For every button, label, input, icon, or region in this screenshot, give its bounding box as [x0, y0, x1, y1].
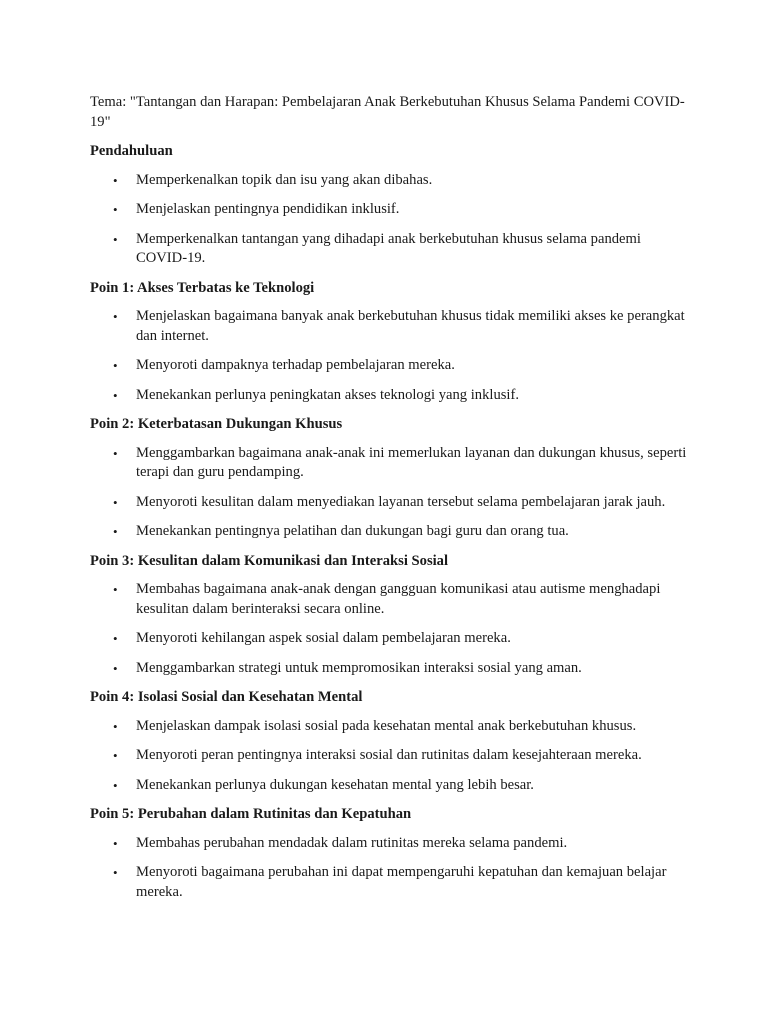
- section-heading: Pendahuluan: [90, 143, 173, 159]
- bullet-list: [90, 444, 690, 542]
- list-item: [90, 629, 690, 649]
- list-item-text: Menyoroti bagaimana perubahan ini dapat mempengaruhi kepatuhan dan kemajuan belajar mereka.: [136, 864, 667, 900]
- list-item: [90, 230, 690, 269]
- bullet-icon: •: [113, 582, 118, 597]
- bullet-icon: •: [113, 172, 118, 188]
- section-poin-2: [90, 415, 690, 542]
- list-item: [90, 863, 690, 902]
- list-item: [90, 307, 690, 346]
- list-item-text: Menekankan perlunya dukungan kesehatan mental yang lebih besar.: [136, 776, 534, 793]
- list-item: [90, 386, 690, 406]
- list-item: [90, 356, 690, 376]
- section-heading: Poin 2: Keterbatasan Dukungan Khusus: [90, 416, 343, 432]
- bullet-icon: •: [113, 494, 118, 510]
- list-item-text: Menekankan perlunya peningkatan akses teknologi yang inklusif.: [136, 386, 519, 403]
- bullet-icon: •: [113, 631, 118, 646]
- list-item-text: Menekankan pentingnya pelatihan dan dukungan bagi guru dan orang tua.: [136, 523, 569, 539]
- list-item-text: Menjelaskan bagaimana banyak anak berkebutuhan khusus tidak memiliki akses ke perangkat dan internet.: [136, 308, 685, 344]
- list-item-text: Membahas bagaimana anak-anak dengan gangguan komunikasi atau autisme menghadapi kesulitan dalam berinteraksi secara online.: [136, 581, 661, 617]
- list-item-text: Memperkenalkan topik dan isu yang akan dibahas.: [136, 171, 433, 188]
- bullet-list: [90, 171, 690, 269]
- section-poin-5: [90, 805, 690, 902]
- list-item-text: Menggambarkan strategi untuk mempromosikan interaksi sosial yang aman.: [136, 659, 582, 676]
- list-item: [90, 776, 690, 796]
- bullet-icon: •: [113, 358, 118, 373]
- bullet-icon: •: [113, 524, 118, 539]
- section-poin-3: [90, 552, 690, 679]
- bullet-icon: •: [113, 202, 118, 217]
- bullet-icon: •: [113, 865, 118, 880]
- bullet-icon: •: [113, 748, 118, 763]
- list-item-text: Menggambarkan bagaimana anak-anak ini memerlukan layanan dan dukungan khusus, seperti terapi dan guru pendamping.: [136, 444, 687, 480]
- bullet-icon: •: [113, 309, 118, 324]
- bullet-list: [90, 834, 690, 903]
- bullet-icon: •: [113, 231, 118, 247]
- document-page: [90, 93, 690, 912]
- list-item: [90, 444, 690, 483]
- list-item: [90, 746, 690, 766]
- list-item-text: Menyoroti dampaknya terhadap pembelajaran mereka.: [136, 357, 455, 373]
- list-item: [90, 493, 690, 513]
- list-item: [90, 834, 690, 854]
- section-heading: Poin 1: Akses Terbatas ke Teknologi: [90, 279, 315, 296]
- list-item-text: Membahas perubahan mendadak dalam rutinitas mereka selama pandemi.: [136, 834, 568, 851]
- list-item-text: Menyoroti kehilangan aspek sosial dalam pembelajaran mereka.: [136, 630, 511, 646]
- bullet-icon: •: [113, 835, 118, 851]
- bullet-icon: •: [113, 660, 118, 676]
- section-pendahuluan: [90, 142, 690, 269]
- bullet-list: [90, 580, 690, 678]
- section-heading: Poin 3: Kesulitan dalam Komunikasi dan Interaksi Sosial: [90, 552, 449, 569]
- bullet-list: [90, 307, 690, 405]
- section-heading: Poin 5: Perubahan dalam Rutinitas dan Kepatuhan: [90, 806, 412, 822]
- list-item-text: Menyoroti peran pentingnya interaksi sosial dan rutinitas dalam kesejahteraan mereka.: [136, 747, 642, 763]
- list-item-text: Menyoroti kesulitan dalam menyediakan layanan tersebut selama pembelajaran jarak jauh.: [136, 493, 666, 510]
- list-item-text: Memperkenalkan tantangan yang dihadapi anak berkebutuhan khusus selama pandemi COVID-19.: [136, 230, 641, 266]
- bullet-icon: •: [113, 777, 118, 793]
- section-poin-4: [90, 688, 690, 795]
- list-item-text: Menjelaskan pentingnya pendidikan inklusif.: [136, 201, 400, 217]
- section-poin-1: [90, 279, 690, 406]
- bullet-icon: •: [113, 445, 118, 461]
- bullet-icon: •: [113, 718, 118, 734]
- list-item: [90, 580, 690, 619]
- list-item: [90, 522, 690, 542]
- list-item: [90, 717, 690, 737]
- section-heading: Poin 4: Isolasi Sosial dan Kesehatan Mental: [90, 689, 363, 705]
- list-item: [90, 200, 690, 220]
- list-item: [90, 659, 690, 679]
- bullet-icon: •: [113, 387, 118, 403]
- list-item-text: Menjelaskan dampak isolasi sosial pada kesehatan mental anak berkebutuhan khusus.: [136, 717, 637, 734]
- bullet-list: [90, 717, 690, 796]
- document-theme: Tema: "Tantangan dan Harapan: Pembelajaran Anak Berkebutuhan Khusus Selama Pandemi COVID-19": [90, 94, 685, 130]
- list-item: [90, 171, 690, 191]
